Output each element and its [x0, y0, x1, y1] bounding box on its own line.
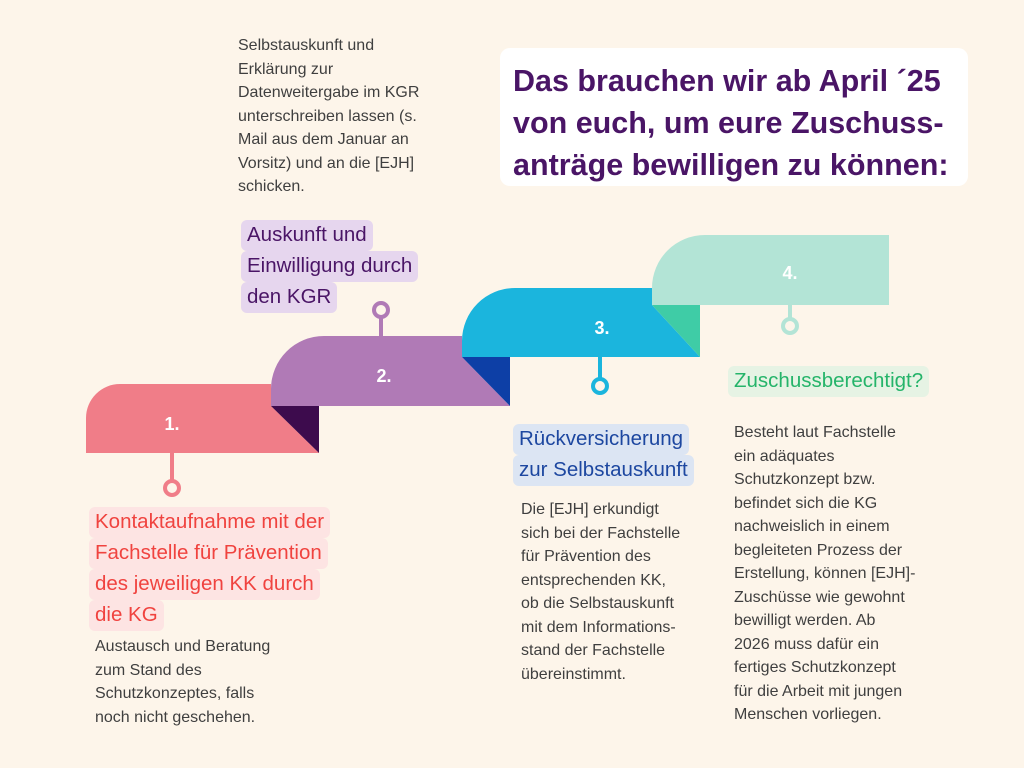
step-3-number: 3.: [594, 318, 610, 338]
title-line-3: anträge bewilligen zu können:: [513, 148, 949, 182]
step-2-description: Selbstauskunft und Erklärung zur Datenweitergabe im KGR unterschreiben lassen (s. Mail aus dem Januar an Vorsitz) und an die [EJH] schicken.: [238, 37, 420, 195]
title-line-1: Das brauchen wir ab April ´25: [513, 64, 941, 98]
step-4-heading: Zuschussberechtigt?: [728, 366, 929, 397]
step-4-band: [652, 235, 889, 305]
step-3-description: Die [EJH] erkundigt sich bei der Fachstelle für Prävention des entsprechenden KK, ob die Selbstauskunft mit dem Informations- stand der Fachstelle übereinstimmt.: [521, 501, 681, 683]
step-1-number: 1.: [164, 414, 180, 434]
step-1-heading: Kontaktaufnahme mit der Fachstelle für Prävention des jeweiligen KK durch die KG: [89, 507, 330, 631]
step-3-connector: [593, 357, 607, 393]
step-2-heading: Auskunft und Einwilligung durch den KGR: [241, 220, 418, 313]
step-4-connector: [783, 305, 797, 333]
title-box: [500, 48, 968, 186]
step-4-description: Besteht laut Fachstelle ein adäquates Schutzkonzept bzw. befindet sich die KG nachweislich in einem begleiteten Prozess der Erstellung, können [EJH]- Zuschüsse wie gewohnt bewilligt werden. Ab 2026 muss dafür ein fertiges Schutzkonzept für die Arbeit mit jungen Menschen vorliegen.: [734, 424, 916, 723]
step-2-number: 2.: [376, 366, 392, 386]
step-4-number: 4.: [782, 263, 798, 283]
title-line-2: von euch, um eure Zuschuss-: [513, 106, 944, 140]
step-3-heading: Rückversicherung zur Selbstauskunft: [513, 424, 694, 486]
step-1-description: Austausch und Beratung zum Stand des Schutzkonzeptes, falls noch nicht geschehen.: [95, 638, 271, 726]
step-1-connector: [165, 453, 179, 495]
